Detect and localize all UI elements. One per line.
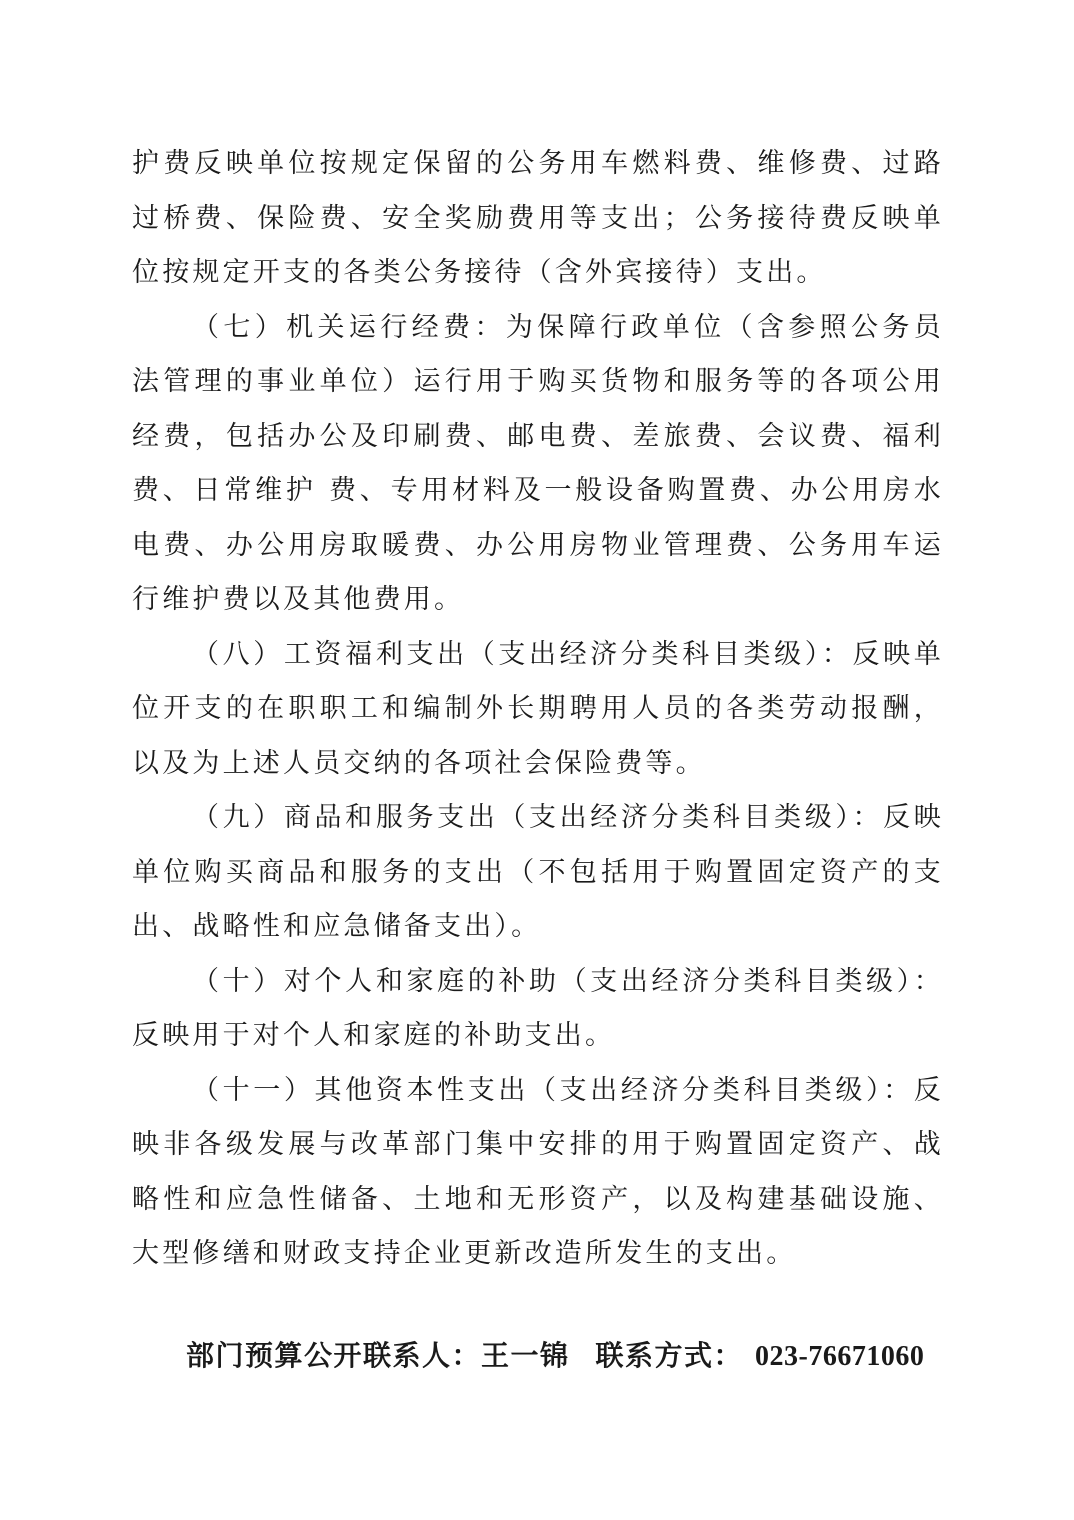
- contact-method-label: 联系方式：: [595, 1339, 744, 1372]
- paragraph-section-10: （十）对个人和家庭的补助（支出经济分类科目类级）：反映用于对个人和家庭的补助支出。: [132, 965, 944, 1051]
- paragraph-section-11: （十一）其他资本性支出（支出经济分类科目类级）：反映非各级发展与改革部门集中安排的用于购置固定资产、战略性和应急性储备、土地和无形资产，以及构建基础设施、大型修缮和财政支持企业更新改造所发生的支出。: [132, 1074, 944, 1269]
- document-body: [132, 137, 944, 1282]
- paragraph-section-8: （八）工资福利支出（支出经济分类科目类级）：反映单位开支的在职职工和编制外长期聘用人员的各类劳动报酬，以及为上述人员交纳的各项社会保险费等。: [132, 638, 944, 779]
- paragraph-section-9: （九）商品和服务支出（支出经济分类科目类级）：反映单位购买商品和服务的支出（不包括用于购置固定资产的支出、战略性和应急储备支出）。: [132, 802, 944, 942]
- contact-person: 部门预算公开联系人：王一锦: [186, 1339, 570, 1372]
- contact-phone: 023-76671060: [755, 1341, 925, 1372]
- contact-line: [186, 1332, 946, 1381]
- paragraph-section-7: （七）机关运行经费：为保障行政单位（含参照公务员法管理的事业单位）运行用于购买货物和服务等的各项公用经费，包括办公及印刷费、邮电费、差旅费、会议费、福利费、日常维护 费、专用材料及一般设备购置费、办公用房水电费、办公用房取暖费、办公用房物业管理费、公务用车运行维护费以及其他费用。: [132, 311, 944, 615]
- paragraph-continued: 护费反映单位按规定保留的公务用车燃料费、维修费、过路过桥费、保险费、安全奖励费用等支出；公务接待费反映单位按规定开支的各类公务接待（含外宾接待）支出。: [132, 148, 944, 288]
